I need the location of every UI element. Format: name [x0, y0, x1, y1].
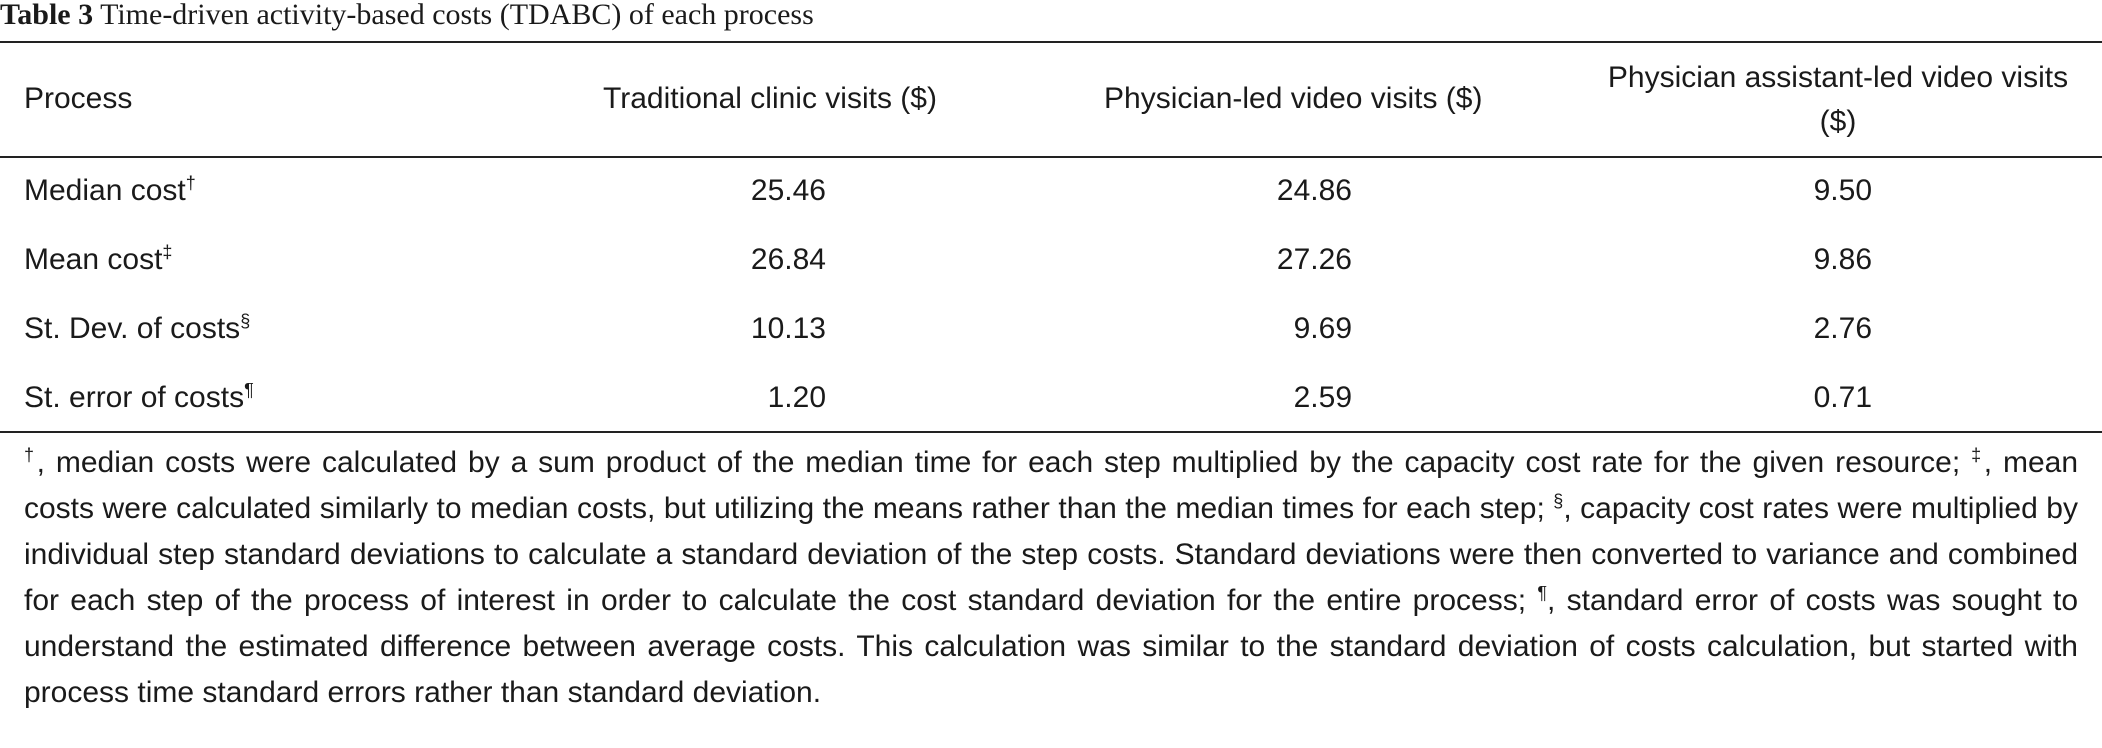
- table-cell: 1.20: [767, 381, 826, 414]
- footnote-mark: †: [185, 173, 196, 193]
- table-bottom-rule: [0, 431, 2102, 433]
- table-cell: 2.59: [1293, 381, 1352, 414]
- row-label-text: St. Dev. of costs: [24, 312, 241, 345]
- table-cell: 25.46: [750, 174, 826, 207]
- footnote-mark: ¶: [1537, 583, 1548, 603]
- table-cell: 10.13: [750, 312, 826, 345]
- table-cell: 27.26: [1276, 243, 1352, 276]
- row-label: [24, 378, 254, 418]
- table-cell: 0.71: [1813, 381, 1872, 414]
- footnote-text: , capacity cost rates were multiplied by individual step standard deviations to calculate a standard deviation of the step costs. Standard deviations were then converted to variance and combined for each step of the process of interest in order to calculate the cost standard deviation for the entire process;: [24, 492, 2078, 617]
- header-physician-led-video-visits: Physician-led video visits ($): [1104, 82, 1483, 115]
- footnote-mark: †: [24, 445, 37, 465]
- footnote-mark: ‡: [162, 242, 173, 262]
- header-process: Process: [24, 82, 133, 115]
- footnote-mark: ‡: [1971, 445, 1984, 465]
- footnote-mark: ¶: [244, 380, 254, 400]
- footnote-mark: §: [240, 311, 251, 331]
- table-cell: 9.69: [1293, 312, 1352, 345]
- row-label: [24, 171, 196, 211]
- table-top-rule: [0, 41, 2102, 43]
- table-cell: 26.84: [750, 243, 826, 276]
- table-header-rule: [0, 156, 2102, 158]
- table-cell: 24.86: [1276, 174, 1352, 207]
- table-cell: 9.50: [1813, 174, 1872, 207]
- table-footnotes: [24, 440, 2078, 716]
- row-label-text: Median cost: [24, 174, 186, 207]
- table-caption-label: Table 3: [0, 0, 94, 31]
- table-cell: 9.86: [1813, 243, 1872, 276]
- row-label-text: St. error of costs: [24, 381, 245, 414]
- footnote-mark: §: [1553, 491, 1564, 511]
- row-label: [24, 240, 172, 280]
- header-physician-assistant-led-video-visits: Physician assistant-led video visits ($): [1607, 61, 2069, 138]
- footnote-text: , standard error of costs was sought to understand the estimated difference between average costs. This calculation was similar to the standard deviation of costs calculation, but started with process time standard errors rather than standard deviation.: [24, 584, 2079, 709]
- row-label-text: Mean cost: [24, 243, 163, 276]
- header-traditional-clinic-visits: Traditional clinic visits ($): [603, 82, 937, 115]
- table-caption-text: Time-driven activity-based costs (TDABC) of each process: [100, 0, 814, 31]
- footnote-text: , median costs were calculated by a sum product of the median time for each step multiplied by the capacity cost rate for the given resource;: [36, 446, 1972, 479]
- footnote-text: , mean costs were calculated similarly to median costs, but utilizing the means rather than the median times for each step;: [24, 446, 2079, 525]
- row-label: [24, 309, 250, 349]
- table-cell: 2.76: [1813, 312, 1872, 345]
- table-caption: [0, 0, 814, 33]
